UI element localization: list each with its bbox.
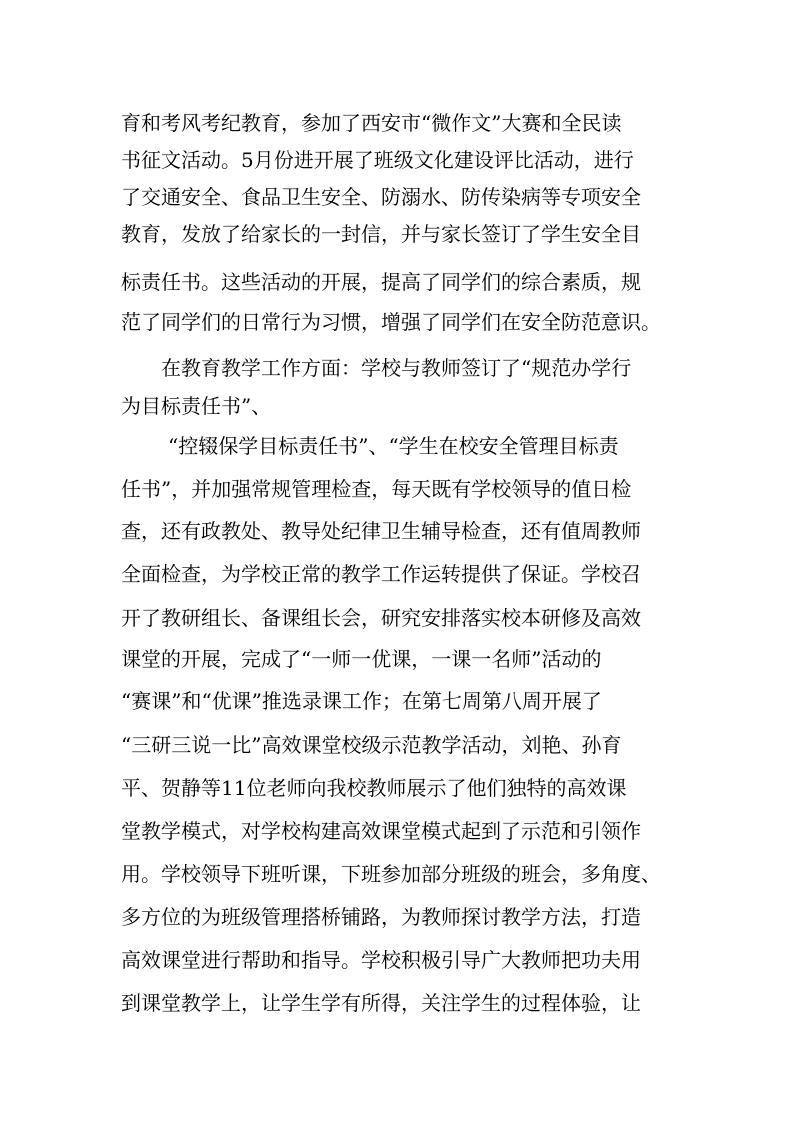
text-line: 堂教学模式，对学校构建高效课堂模式起到了示范和引领作 xyxy=(121,819,641,843)
text-line: 了交通安全、食品卫生安全、防溺水、防传染病等专项安全 xyxy=(121,185,641,209)
text-line: 课堂的开展，完成了“一师一优课，一课一名师”活动的 xyxy=(121,647,602,671)
text-line: 高效课堂进行帮助和指导。学校积极引导广大教师把功夫用 xyxy=(121,948,641,972)
paragraph-start-line: 在教育教学工作方面：学校与教师签订了“规范办学行 xyxy=(161,356,632,380)
text-line: 开了教研组长、备课组长会，研究安排落实校本研修及高效 xyxy=(121,606,641,630)
text-line: 查，还有政教处、教导处纪律卫生辅导检查，还有值周教师 xyxy=(121,519,641,543)
text-line: 任书”，并加强常规管理检查，每天既有学校领导的值日检 xyxy=(121,477,632,501)
text-line: 育和考风考纪教育，参加了西安市“微作文”大赛和全民读 xyxy=(121,111,622,135)
text-line: 范了同学们的日常行为习惯，增强了同学们在安全防范意识。 xyxy=(121,310,661,334)
text-line: 书征文活动。5月份进开展了班级文化建设评比活动，进行 xyxy=(121,148,634,172)
text-line: 到课堂教学上，让学生学有所得，关注学生的过程体验，让 xyxy=(121,991,641,1015)
text-line: 教育，发放了给家长的一封信，并与家长签订了学生安全目 xyxy=(121,222,641,246)
text-line: “赛课”和“优课”推选录课工作；在第七周第八周开展了 xyxy=(121,689,602,713)
text-line: 为目标责任书”、 xyxy=(121,394,272,418)
text-line: 平、贺静等11位老师向我校教师展示了他们独特的高效课 xyxy=(121,776,627,800)
text-line: 标责任书。这些活动的开展，提高了同学们的综合素质，规 xyxy=(121,270,641,294)
text-line: 多方位的为班级管理搭桥铺路，为教师探讨教学方法，打造 xyxy=(121,905,641,929)
text-line: 全面检查，为学校正常的教学工作运转提供了保证。学校召 xyxy=(121,562,641,586)
paragraph-start-line: “控辍保学目标责任书”、“学生在校安全管理目标责 xyxy=(168,434,619,458)
text-line: “三研三说一比”高效课堂校级示范教学活动，刘艳、孙育 xyxy=(121,733,622,757)
text-line: 用。学校领导下班听课，下班参加部分班级的班会，多角度、 xyxy=(121,862,661,886)
